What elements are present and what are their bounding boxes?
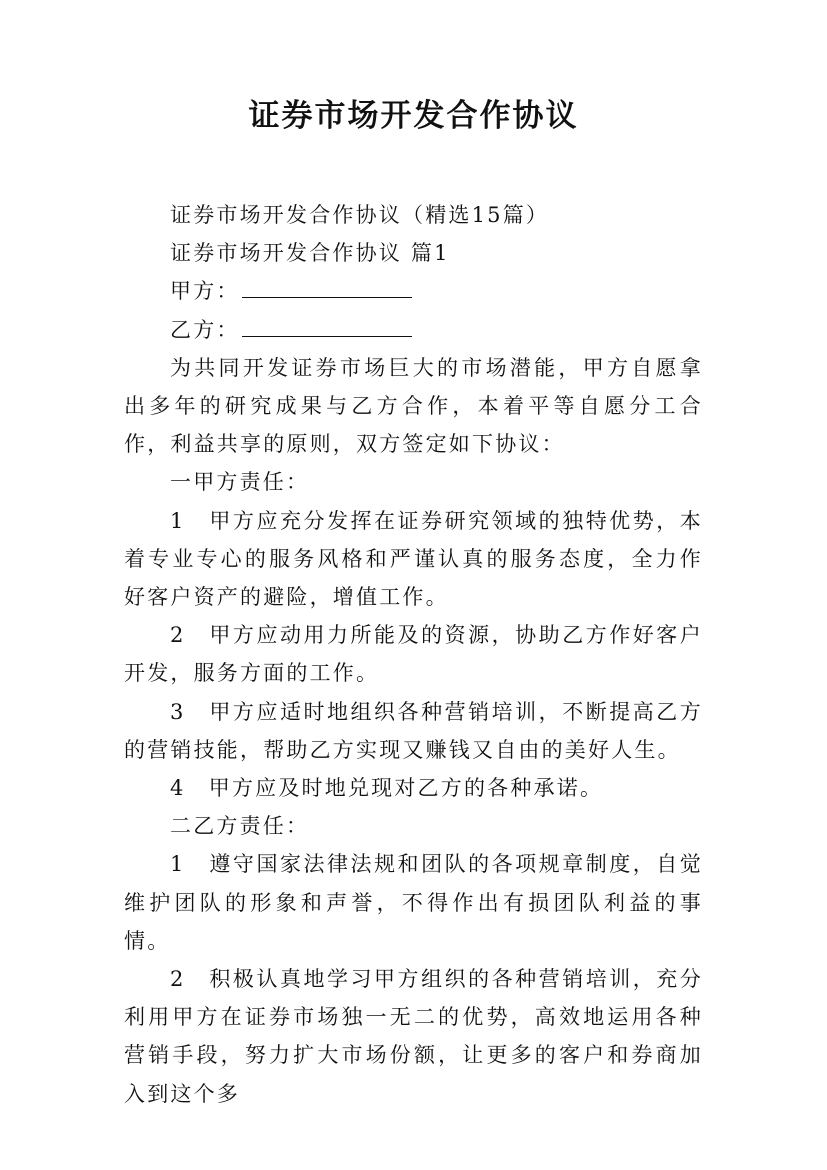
party-a-duties-heading: 一甲方责任： bbox=[170, 470, 310, 495]
party-a-duty-item: 2 甲方应动用力所能及的资源，协助乙方作好客户开发，服务方面的工作。 bbox=[124, 623, 703, 686]
document-body bbox=[124, 196, 703, 1113]
document-title: 证券市场开发合作协议 bbox=[248, 98, 579, 134]
party-b-duty-item: 1 遵守国家法律法规和团队的各项规章制度，自觉维护团队的形象和声誉，不得作出有损团队利益的事情。 bbox=[124, 852, 703, 953]
party-b-duties-heading: 二乙方责任： bbox=[170, 814, 310, 839]
party-a-line bbox=[124, 272, 703, 310]
section-heading: 证券市场开发合作协议 篇1 bbox=[170, 241, 450, 266]
document-subtitle: 证券市场开发合作协议（精选15篇） bbox=[170, 203, 550, 227]
party-b-label: 乙方： bbox=[170, 317, 240, 342]
party-b-duty-item: 2 积极认真地学习甲方组织的各种营销培训，充分利用甲方在证券市场独一无二的优势，高效地运用各种营销手段，努力扩大市场份额，让更多的客户和券商加入到这个多 bbox=[124, 967, 703, 1106]
party-a-duty-item: 4 甲方应及时地兑现对乙方的各种承诺。 bbox=[170, 776, 604, 801]
party-b-blank-line bbox=[242, 312, 412, 337]
party-a-blank-line bbox=[242, 273, 412, 298]
party-a-duty-item: 1 甲方应充分发挥在证券研究领域的独特优势，本着专业专心的服务风格和严谨认真的服务态度，全力作好客户资产的避险，增值工作。 bbox=[124, 508, 703, 610]
party-b-line bbox=[124, 311, 703, 349]
intro-paragraph: 为共同开发证券市场巨大的市场潜能，甲方自愿拿出多年的研究成果与乙方合作，本着平等自愿分工合作，利益共享的原则，双方签定如下协议： bbox=[124, 355, 703, 457]
party-a-duty-item: 3 甲方应适时地组织各种营销培训，不断提高乙方的营销技能，帮助乙方实现又赚钱又自由的美好人生。 bbox=[124, 699, 703, 762]
party-a-label: 甲方： bbox=[170, 279, 240, 304]
